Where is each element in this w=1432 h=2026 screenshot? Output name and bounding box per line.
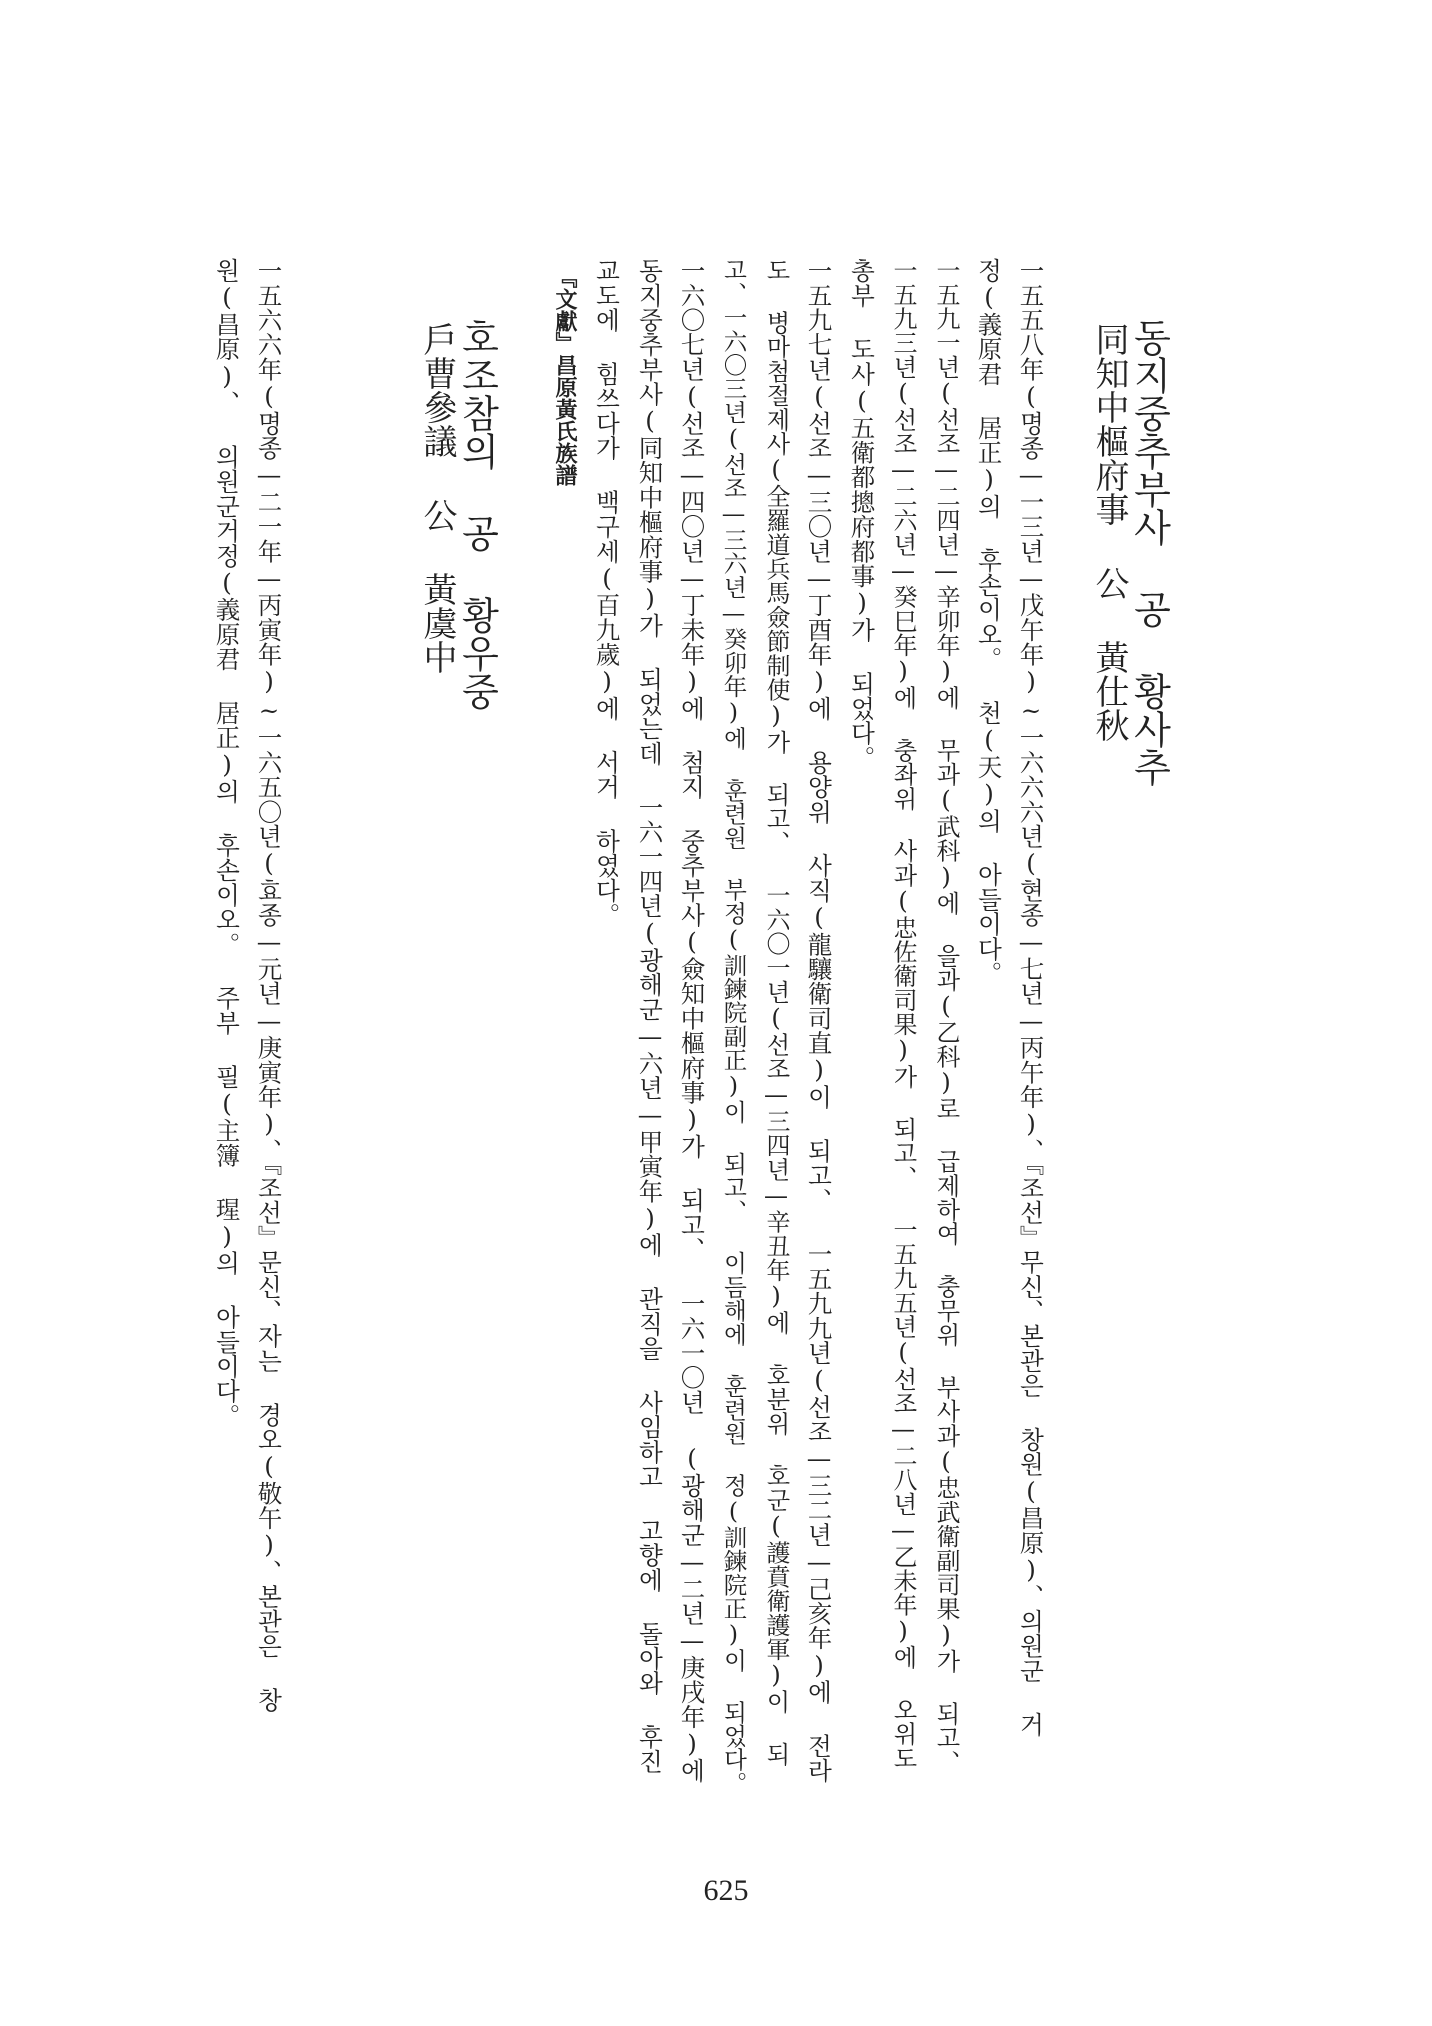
entry1-title-hanja: 同知中樞府事 公 黃仕秋 <box>1089 322 1129 742</box>
entry1-line-4: 一五九三년(선조—二六년—癸巳年)에 충좌위 사과(忠佐衛司果)가 되고、 一五九五년(선조—二八년—乙未年)에 오위도 <box>889 258 917 1770</box>
entry1-line-3: 一五九一년(선조—二四년—辛卯年)에 무과(武科)에 을과(乙科)로 급제하여 충무위 부사과(忠武衛副司果)가 되고、 <box>932 258 960 1774</box>
entry1-line-11: 교도에 힘쓰다가 백구세(百九歲)에 서거 하였다。 <box>592 258 622 928</box>
entry2-line-1: 一五六六年(명종—二一年—丙寅年)~一六五〇년(효종—元년—庚寅年)、『조선』문신、자는 경오(敬午)、본관은 창 <box>254 258 284 1713</box>
entry1-source: 『文獻』昌原黃氏族譜 <box>552 266 578 486</box>
entry2-title-hanja: 戶曹參議 公 黃虞中 <box>417 322 457 674</box>
entry2-line-2: 원(昌原)、 의원군거정(義原君 居正)의 후손이오。 주부 필(主簿 瑆)의 아들이다。 <box>212 258 242 1428</box>
entry1-line-8: 고、一六〇三년(선조—三六년—癸卯年)에 훈련원 부정(訓鍊院副正)이 되고、 이듬해에 훈련원 정(訓鍊院正)이 되었다。 <box>719 258 748 1795</box>
entry1-line-6: 一五九七년(선조—三〇년—丁酉年)에 용양위 사직(龍驤衛司直)이 되고、 一五九九년(선조—三二년—己亥年)에 전라 <box>804 258 834 1783</box>
entry1-line-2: 정(義原君 居正)의 후손이오。 천(天)의 아들이다。 <box>974 258 1004 986</box>
entry1-title-hangul: 동지중추부사 공 황사추 <box>1127 318 1171 786</box>
entry1-line-10: 동지중추부사(同知中樞府事)가 되었는데 一六一四년(광해군—六년—甲寅年)에 관직을 사임하고 고향에 돌아와 후진 <box>635 258 665 1774</box>
entry1-line-1: 一五五八年(명종—一三년—戊午年)~一六六六년(현종—七년—丙午年)、『조선』무신、본관은 창원(昌原)、의원군 거 <box>1016 258 1046 1737</box>
page-number: 625 <box>703 1874 749 1907</box>
entry1-line-5: 총부 도사(五衛都摠府都事)가 되었다。 <box>847 258 877 770</box>
entry1-line-9: 一六〇七년(선조—四〇년—丁未年)에 첨지 중추부사(僉知中樞府事)가 되고、 一六一〇년 (광해군—二년—庚戌年)에 <box>677 258 707 1783</box>
entry2-title-hangul: 호조참의 공 황우중 <box>455 318 499 710</box>
entry1-line-7: 도 병마첨절제사(全羅道兵馬僉節制使)가 되고、 一六〇一년(선조—三四년—辛丑年)에 호분위 호군(護賁衛護軍)이 되 <box>762 258 790 1766</box>
